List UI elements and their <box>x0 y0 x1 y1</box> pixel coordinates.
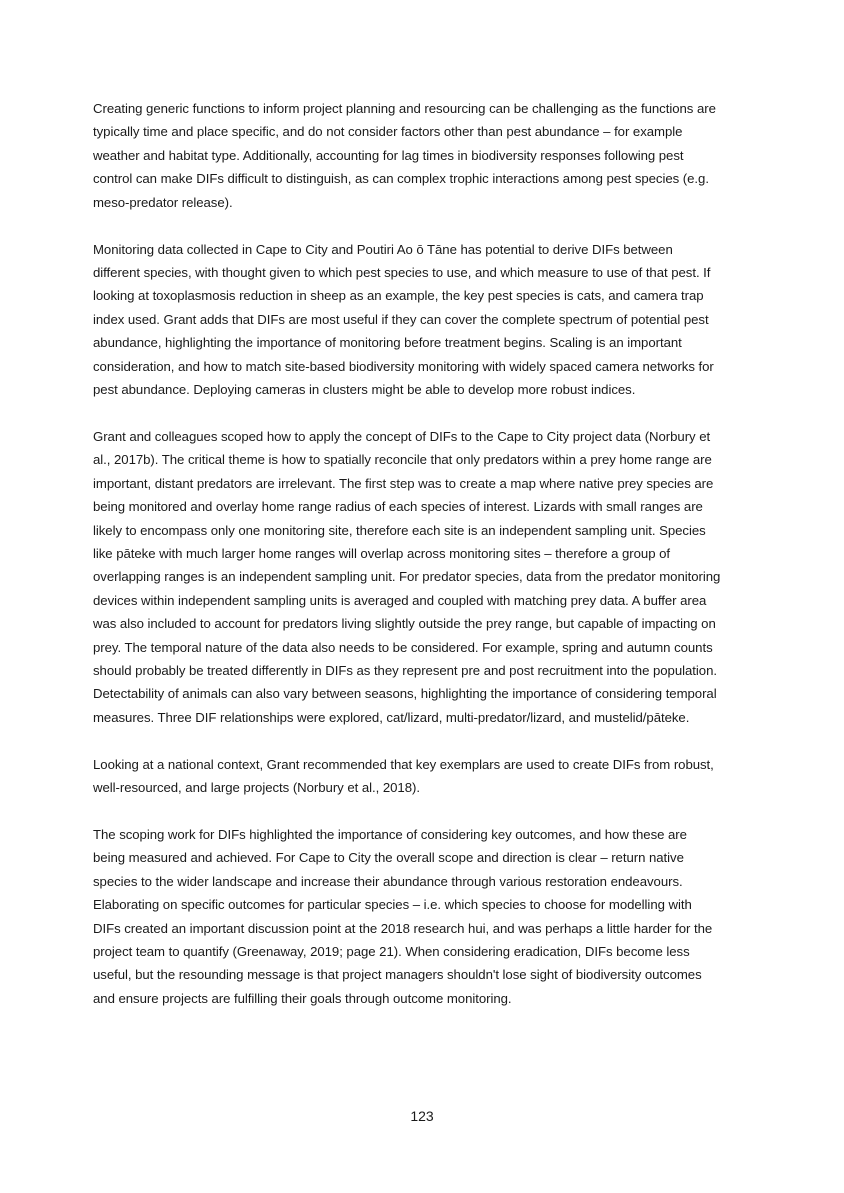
paragraph-4 <box>93 753 753 800</box>
text-line: Monitoring data collected in Cape to City and Poutiri Ao ō Tāne has potential to derive DIFs between <box>93 241 673 257</box>
paragraph-2 <box>93 238 753 402</box>
text-line: well-resourced, and large projects (Norbury et al., 2018). <box>93 780 420 796</box>
text-line: Looking at a national context, Grant recommended that key exemplars are used to create DIFs from robust, <box>93 756 714 772</box>
text-line: measures. Three DIF relationships were explored, cat/lizard, multi-predator/lizard, and mustelid/pāteke. <box>93 709 690 725</box>
text-line: index used. Grant adds that DIFs are most useful if they can cover the complete spectrum of potential pest <box>93 311 709 327</box>
text-line: abundance, highlighting the importance of monitoring before treatment begins. Scaling is an important <box>93 335 682 351</box>
text-line: pest abundance. Deploying cameras in clusters might be able to develop more robust indices. <box>93 381 636 397</box>
text-line: species to the wider landscape and increase their abundance through various restoration endeavours. <box>93 873 683 889</box>
text-line: overlapping ranges is an independent sampling unit. For predator species, data from the predator monitoring <box>93 569 721 585</box>
text-line: being monitored and overlay home range radius of each species of interest. Lizards with small ranges are <box>93 499 703 515</box>
text-line: control can make DIFs difficult to distinguish, as can complex trophic interactions among pest species (e.g. <box>93 171 709 187</box>
text-line: should probably be treated differently in DIFs as they represent pre and post recruitment into the population. <box>93 662 717 678</box>
text-line: Grant and colleagues scoped how to apply the concept of DIFs to the Cape to City project data (Norbury et <box>93 428 711 444</box>
page-number: 123 <box>410 1108 434 1124</box>
text-line: devices within independent sampling units is averaged and coupled with matching prey data. A buffer area <box>93 592 707 608</box>
text-line: being measured and achieved. For Cape to City the overall scope and direction is clear – return native <box>93 850 684 866</box>
text-line: like pāteke with much larger home ranges will overlap across monitoring sites – therefore a group of <box>93 545 671 561</box>
text-line: important, distant predators are irrelevant. The first step was to create a map where native prey species are <box>93 475 714 491</box>
paragraph-1 <box>93 97 753 214</box>
text-line: prey. The temporal nature of the data also needs to be considered. For example, spring and autumn counts <box>93 639 713 655</box>
text-line: typically time and place specific, and do not consider factors other than pest abundance – for example <box>93 124 683 140</box>
text-line: project team to quantify (Greenaway, 2019; page 21). When considering eradication, DIFs become less <box>93 944 690 959</box>
text-line: Elaborating on specific outcomes for particular species – i.e. which species to choose for modelling with <box>93 897 692 913</box>
text-line: al., 2017b). The critical theme is how to spatially reconcile that only predators within a prey home range are <box>93 452 712 468</box>
text-line: meso-predator release). <box>93 194 233 210</box>
paragraph-5 <box>93 823 753 1010</box>
text-line: likely to encompass only one monitoring site, therefore each site is an independent sampling unit. Species <box>93 522 706 538</box>
text-line: DIFs created an important discussion point at the 2018 research hui, and was perhaps a little harder for the <box>93 920 713 936</box>
text-line: looking at toxoplasmosis reduction in sheep as an example, the key pest species is cats, and camera trap <box>93 288 704 304</box>
text-line: was also included to account for predators living slightly outside the prey range, but capable of impacting on <box>93 616 716 632</box>
text-line: and ensure projects are fulfilling their goals through outcome monitoring. <box>93 990 512 1006</box>
body-text <box>93 97 753 1034</box>
text-line: The scoping work for DIFs highlighted the importance of considering key outcomes, and how these are <box>93 826 687 842</box>
text-line: Detectability of animals can also vary between seasons, highlighting the importance of considering temporal <box>93 686 717 702</box>
text-line: different species, with thought given to which pest species to use, and which measure to use of that pest. If <box>93 264 711 280</box>
text-line: weather and habitat type. Additionally, accounting for lag times in biodiversity responses following pest <box>93 147 684 163</box>
text-line: Creating generic functions to inform project planning and resourcing can be challenging as the functions are <box>93 101 716 116</box>
paragraph-3 <box>93 425 753 729</box>
text-line: consideration, and how to match site-based biodiversity monitoring with widely spaced camera networks for <box>93 358 714 374</box>
text-line: useful, but the resounding message is that project managers shouldn't lose sight of biodiversity outcomes <box>93 967 702 983</box>
